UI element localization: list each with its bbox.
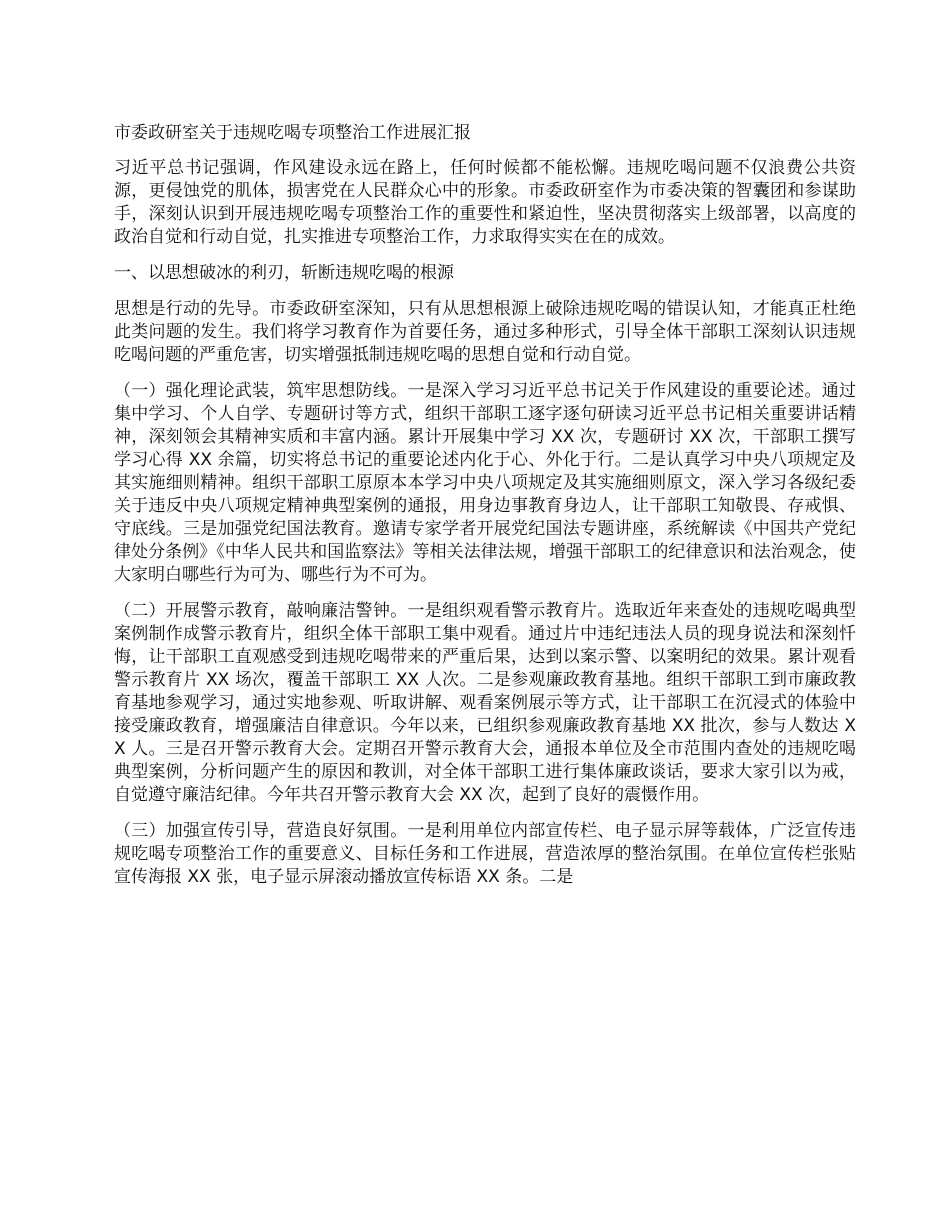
item-paragraph-2: （二）开展警示教育，敲响廉洁警钟。一是组织观看警示教育片。选取近年来查处的违规吃喝典型案例制作成警示教育片，组织全体干部职工集中观看。通过片中违纪违法人员的现身说法和深刻忏悔，让干部职工直观感受到违规吃喝带来的严重后果，达到以案示警、以案明纪的效果。累计观看警示教育片 XX 场次，覆盖干部职工 XX 人次。二是参观廉政教育基地。组织干部职工到市廉政教育基地参观学习，通过实地参观、听取讲解、观看案例展示等方式，让干部职工在沉浸式的体验中接受廉政教育，增强廉洁自律意识。今年以来，已组织参观廉政教育基地 XX 批次，参与人数达 XX 人。三是召开警示教育大会。定期召开警示教育大会，通报本单位及全市范围内查处的违规吃喝典型案例，分析问题产生的原因和教训，对全体干部职工进行集体廉政谈话，要求大家引以为戒，自觉遵守廉洁纪律。今年共召开警示教育大会 XX 次，起到了良好的震慑作用。 (114, 601, 856, 805)
item-paragraph-1: （一）强化理论武装，筑牢思想防线。一是深入学习习近平总书记关于作风建设的重要论述。通过集中学习、个人自学、专题研讨等方式，组织干部职工逐字逐句研读习近平总书记相关重要讲话精神，深刻领会其精神实质和丰富内涵。累计开展集中学习 XX 次，专题研讨 XX 次，干部职工撰写学习心得 XX 余篇，切实将总书记的重要论述内化于心、外化于行。二是认真学习中央八项规定及其实施细则精神。组织干部职工原原本本学习中央八项规定及其实施细则原文，深入学习各级纪委关于违反中央八项规定精神典型案例的通报，用身边事教育身边人，让干部职工知敬畏、存戒惧、守底线。三是加强党纪国法教育。邀请专家学者开展党纪国法专题讲座，系统解读《中国共产党纪律处分条例》《中华人民共和国监察法》等相关法律法规，增强干部职工的纪律意识和法治观念，使大家明白哪些行为可为、哪些行为不可为。 (114, 381, 856, 585)
section-heading-1: 一、以思想破冰的利刃，斩断违规吃喝的根源 (114, 263, 454, 283)
item-paragraph-3: （三）加强宣传引导，营造良好氛围。一是利用单位内部宣传栏、电子显示屏等载体，广泛宣传违规吃喝专项整治工作的重要意义、目标任务和工作进展，营造浓厚的整治氛围。在单位宣传栏张贴宣传海报 XX 张，电子显示屏滚动播放宣传标语 XX 条。二是 (114, 821, 856, 887)
section-intro-paragraph: 思想是行动的先导。市委政研室深知，只有从思想根源上破除违规吃喝的错误认知，才能真正杜绝此类问题的发生。我们将学习教育作为首要任务，通过多种形式，引导全体干部职工深刻认识违规吃喝问题的严重危害，切实增强抵制违规吃喝的思想自觉和行动自觉。 (114, 299, 856, 365)
document-title: 市委政研室关于违规吃喝专项整治工作进展汇报 (114, 123, 471, 143)
document-page (114, 122, 856, 902)
intro-paragraph: 习近平总书记强调，作风建设永远在路上，任何时候都不能松懈。违规吃喝问题不仅浪费公共资源，更侵蚀党的肌体，损害党在人民群众心中的形象。市委政研室作为市委决策的智囊团和参谋助手，深刻认识到开展违规吃喝专项整治工作的重要性和紧迫性，坚决贯彻落实上级部署，以高度的政治自觉和行动自觉，扎实推进专项整治工作，力求取得实实在在的成效。 (114, 158, 856, 247)
